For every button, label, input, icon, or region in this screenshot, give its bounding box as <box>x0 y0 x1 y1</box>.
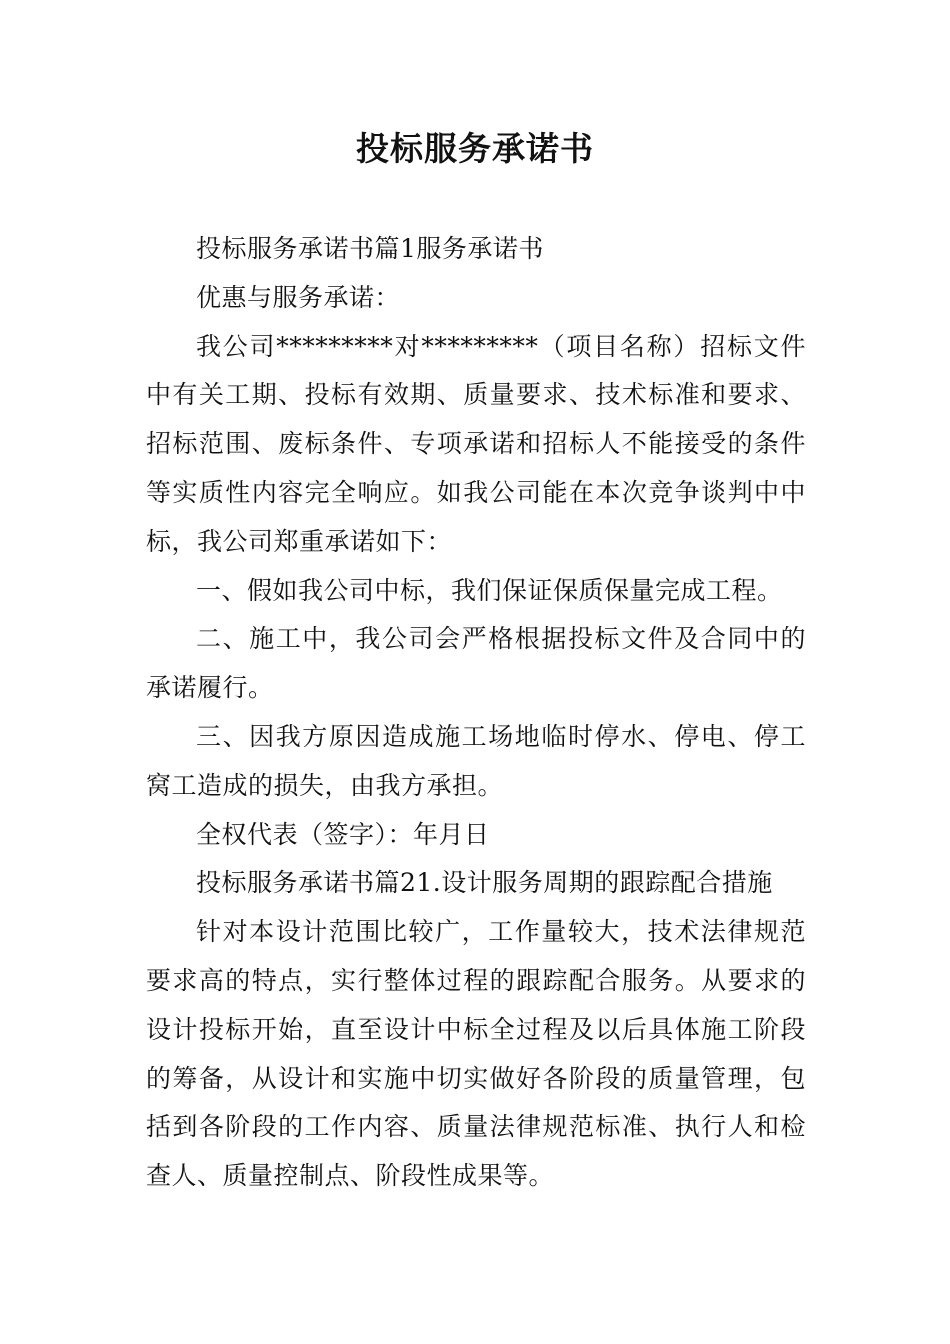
paragraph-signature-line: 全权代表（签字）：年月日 <box>196 819 490 849</box>
paragraph-commitment-1: 一、假如我公司中标，我们保证保质保量完成工程。 <box>196 575 783 605</box>
document-title: 投标服务承诺书 <box>356 129 594 168</box>
paragraph-service-measures: 针对本设计范围比较广，工作量较大，技术法律规范要求高的特点，实行整体过程的跟踪配合服务。从要求的设计投标开始，直至设计中标全过程及以后具体施工阶段的筹备，从设计和实施中切实做好各阶段的质量管理，包括到各阶段的工作内容、质量法律规范标准、执行人和检查人、质量控制点、阶段性成果等。 <box>146 917 806 1191</box>
paragraph-section-1-heading: 投标服务承诺书篇1服务承诺书 <box>196 234 544 263</box>
paragraph-offer-heading: 优惠与服务承诺： <box>196 282 401 312</box>
document-body <box>146 225 806 1201</box>
paragraph-response-statement: 我公司*********对*********（项目名称）招标文件中有关工期、投标有效期、质量要求、技术标准和要求、招标范围、废标条件、专项承诺和招标人不能接受的条件等实质性内容完全响应。如我公司能在本次竞争谈判中中标，我公司郑重承诺如下： <box>146 331 806 556</box>
paragraph-commitment-2: 二、施工中，我公司会严格根据投标文件及合同中的承诺履行。 <box>146 624 806 703</box>
paragraph-commitment-3: 三、因我方原因造成施工场地临时停水、停电、停工窝工造成的损失，由我方承担。 <box>146 721 806 800</box>
paragraph-section-2-heading: 投标服务承诺书篇21.设计服务周期的跟踪配合措施 <box>196 868 773 898</box>
